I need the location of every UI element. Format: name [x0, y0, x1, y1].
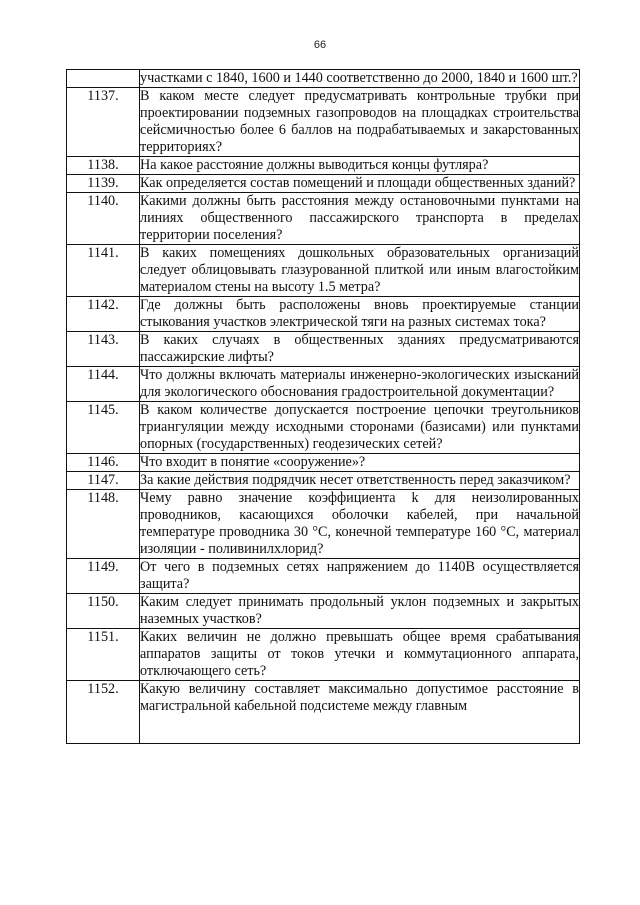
question-text: В каких помещениях дошкольных образовательных организаций следует облицовывать глазурованной плиткой или иным влагостойким материалом стены на высоту 1.5 метра?: [140, 245, 579, 295]
question-text: участками с 1840, 1600 и 1440 соответственно до 2000, 1840 и 1600 шт.?: [140, 70, 578, 86]
question-number: 1147.: [67, 472, 140, 490]
table-row: [67, 490, 580, 559]
question-text: За какие действия подрядчик несет ответственность перед заказчиком?: [140, 472, 580, 490]
table-row: [67, 297, 580, 332]
question-text: Каким следует принимать продольный уклон подземных и закрытых наземных участков?: [140, 594, 579, 627]
question-number: 1148.: [67, 490, 140, 559]
question-text: Как определяется состав помещений и площади общественных зданий?: [140, 175, 580, 193]
question-text: В каком количестве допускается построение цепочки треугольников триангуляции между исходными сторонами (базисами) или пунктами опорных (государственных) геодезических сетей?: [140, 402, 579, 452]
question-number: 1144.: [67, 367, 140, 402]
table-row: [67, 681, 580, 744]
table-row: [67, 332, 580, 367]
table-row: [67, 193, 580, 245]
question-number: 1145.: [67, 402, 140, 454]
table-row: [67, 367, 580, 402]
question-text: Что должны включать материалы инженерно-экологических изысканий для экологического обоснования градостроительной документации?: [140, 367, 579, 400]
question-number: 1150.: [67, 594, 140, 629]
table-row: [67, 70, 580, 88]
question-text: В каком месте следует предусматривать контрольные трубки при проектировании подземных газопроводов на площадках строительства сейсмичностью более 6 баллов на подрабатываемых и закарстованных территориях?: [140, 88, 579, 155]
table-row: [67, 559, 580, 594]
question-text: Какую величину составляет максимально допустимое расстояние в магистральной кабельной подсистеме между главным: [140, 681, 580, 744]
question-text: В каких случаях в общественных зданиях предусматриваются пассажирские лифты?: [140, 332, 579, 365]
table-row: [67, 175, 580, 193]
question-text: Чему равно значение коэффициента k для неизолированных проводников, касающихся оболочки кабелей, при начальной температуре проводника 30 °С, конечной температуре 160 °С, материал изоляции - поливинилхлорид?: [140, 490, 579, 557]
question-number: [67, 70, 140, 88]
table-row: [67, 472, 580, 490]
table-row: [67, 594, 580, 629]
page-number: 66: [313, 39, 327, 51]
question-number: 1146.: [67, 454, 140, 472]
question-number: 1142.: [67, 297, 140, 332]
question-text: Где должны быть расположены вновь проектируемые станции стыкования участков электрической тяги на разных системах тока?: [140, 297, 579, 330]
table-row: [67, 245, 580, 297]
table-row: [67, 88, 580, 157]
question-number: 1139.: [67, 175, 140, 193]
question-text: От чего в подземных сетях напряжением до 1140В осуществляется защита?: [140, 559, 579, 592]
question-number: 1143.: [67, 332, 140, 367]
questions-table: [66, 69, 580, 744]
table-row: [67, 402, 580, 454]
question-number: 1151.: [67, 629, 140, 681]
question-text: Какими должны быть расстояния между остановочными пунктами на линиях общественного пассажирского транспорта в пределах территории поселения?: [140, 193, 579, 243]
question-number: 1137.: [67, 88, 140, 157]
table-row: [67, 629, 580, 681]
question-text: Каких величин не должно превышать общее время срабатывания аппаратов защиты от токов утечки и коммутационного аппарата, отключающего сеть?: [140, 629, 579, 679]
question-number: 1138.: [67, 157, 140, 175]
question-number: 1152.: [67, 681, 140, 744]
table-row: [67, 454, 580, 472]
question-text: Что входит в понятие «сооружение»?: [140, 454, 580, 472]
table-row: [67, 157, 580, 175]
question-number: 1149.: [67, 559, 140, 594]
question-number: 1140.: [67, 193, 140, 245]
question-number: 1141.: [67, 245, 140, 297]
question-text: На какое расстояние должны выводиться концы футляра?: [140, 157, 580, 175]
